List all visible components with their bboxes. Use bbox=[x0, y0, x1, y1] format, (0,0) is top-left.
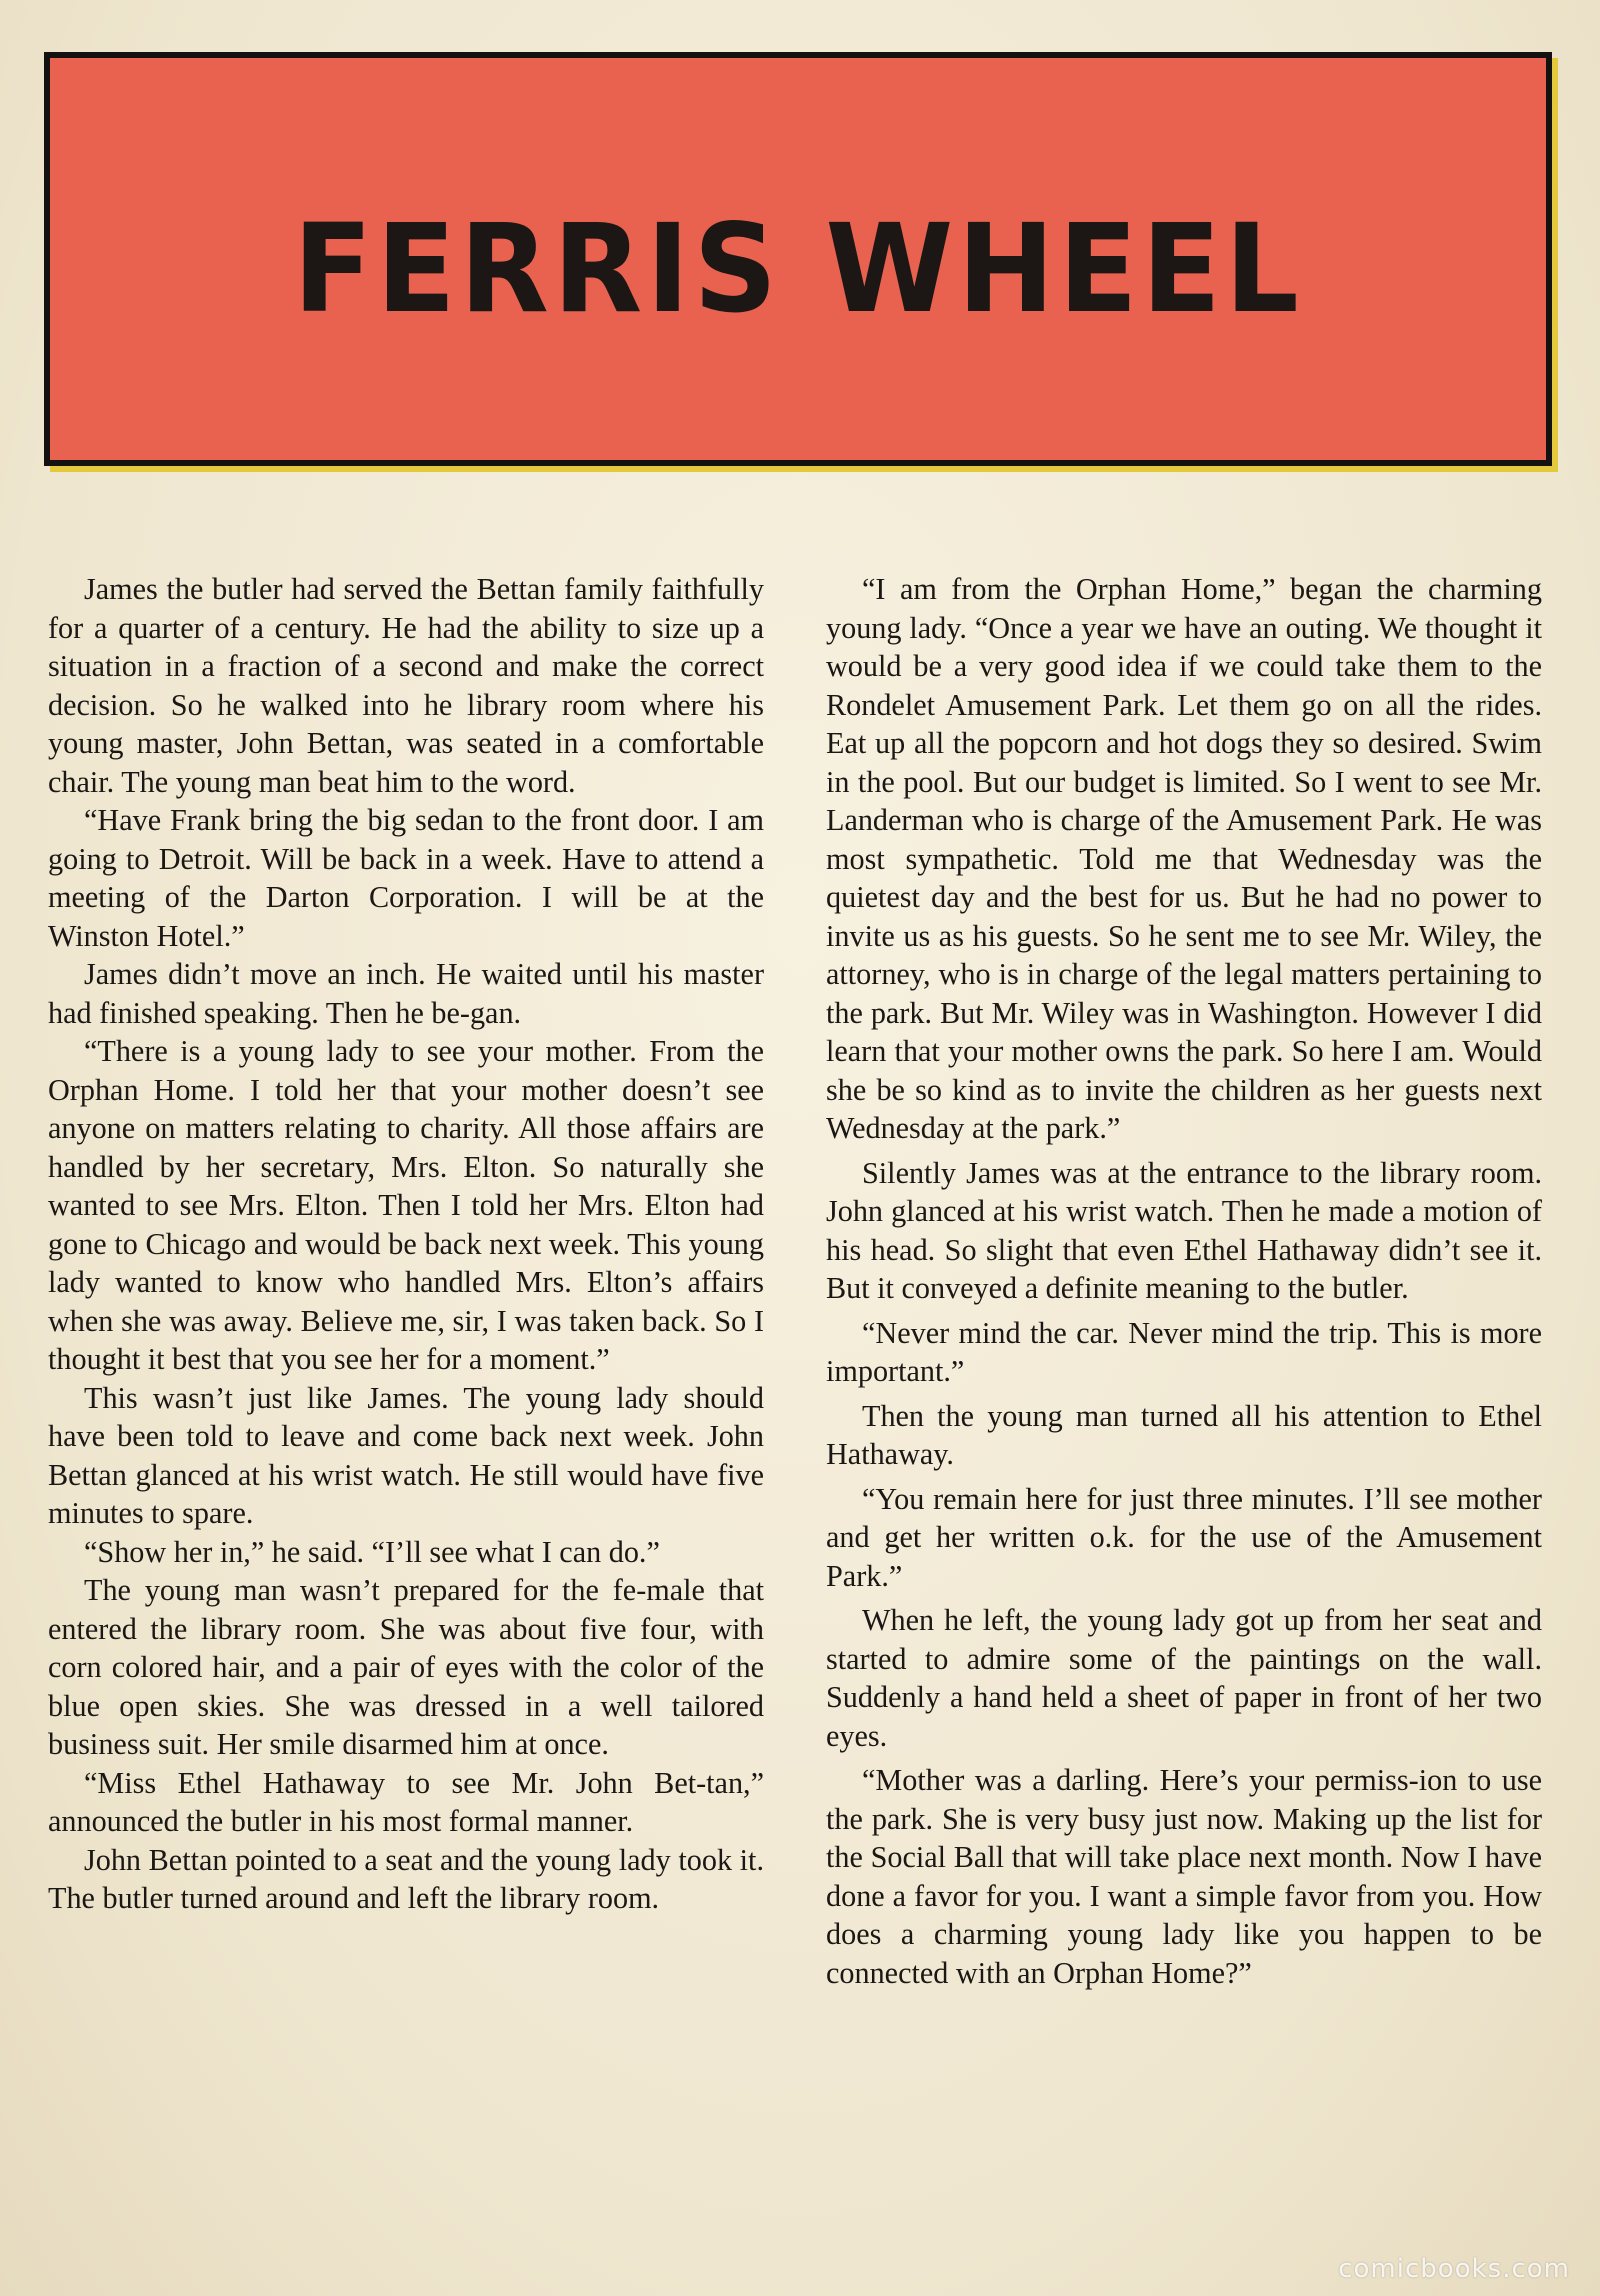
paragraph: “Show her in,” he said. “I’ll see what I can do.” bbox=[84, 1534, 660, 1569]
paragraph: John Bettan pointed to a seat and the young lady took it. The butler turned around and left the library room. bbox=[48, 1842, 764, 1915]
paragraph: “There is a young lady to see your mother. From the Orphan Home. I told her that your mother doesn’t see anyone on matters relating to charity. All those affairs are handled by her secretary, Mrs. Elton. So naturally she wanted to see Mrs. Elton. Then I told her Mrs. Elton had gone to Chicago and would be back next week. This young lady wanted to know who handled Mrs. Elton’s affairs when she was away. Believe me, sir, I was taken back. So I thought it best that you see her for a moment.” bbox=[48, 1034, 764, 1376]
right-column bbox=[826, 570, 1542, 2270]
paragraph: The young man wasn’t prepared for the fe-male that entered the library room. She was about five four, with corn colored hair, and a pair of eyes with the color of the blue open skies. She was dressed in a well tailored business suit. Her smile disarmed him at once. bbox=[48, 1573, 764, 1761]
paragraph: James didn’t move an inch. He waited until his master had finished speaking. Then he be-gan. bbox=[48, 957, 764, 1030]
paragraph: Then the young man turned all his attention to Ethel Hathaway. bbox=[826, 1398, 1542, 1471]
story-title: FERRIS WHEEL bbox=[293, 198, 1303, 340]
paragraph: “Mother was a darling. Here’s your permiss-ion to use the park. She is very busy just now. Making up the list for the Social Ball that will take place next month. Now I have done a favor for you. I want a simple favor from you. How does a charming young lady like you happen to be connected with an Orphan Home?” bbox=[826, 1763, 1542, 1990]
title-banner bbox=[44, 52, 1552, 466]
site-watermark: comicbooks.com bbox=[1338, 2254, 1570, 2284]
paragraph: “Have Frank bring the big sedan to the front door. I am going to Detroit. Will be back in a week. Have to attend a meeting of the Darton Corporation. I will be at the Winston Hotel.” bbox=[48, 803, 764, 953]
paragraph: James the butler had served the Bettan family faithfully for a quarter of a century. He had the ability to size up a situation in a fraction of a second and make the correct decision. So he walked into he library room where his young master, John Bettan, was seated in a comfortable chair. The young man beat him to the word. bbox=[48, 572, 764, 799]
paragraph: This wasn’t just like James. The young lady should have been told to leave and come back next week. John Bettan glanced at his wrist watch. He still would have five minutes to spare. bbox=[48, 1380, 764, 1530]
paragraph: “I am from the Orphan Home,” began the charming young lady. “Once a year we have an outing. We thought it would be a very good idea if we could take them to the Rondelet Amusement Park. Let them go on all the rides. Eat up all the popcorn and hot dogs they so desired. Swim in the pool. But our budget is limited. So I went to see Mr. Landerman who is charge of the Amusement Park. He was most sympathetic. Told me that Wednesday was the quietest day and the best for us. But he had no power to invite us as his guests. So he sent me to see Mr. Wiley, the attorney, who is in charge of the legal matters pertaining to the park. But Mr. Wiley was in Washington. However I did learn that your mother owns the park. So here I am. Would she be so kind as to invite the children as her guests next Wednesday at the park.” bbox=[826, 572, 1542, 1145]
paragraph: “Miss Ethel Hathaway to see Mr. John Bet-tan,” announced the butler in his most formal manner. bbox=[48, 1765, 764, 1838]
paragraph: “You remain here for just three minutes. I’ll see mother and get her written o.k. for the use of the Amusement Park.” bbox=[826, 1481, 1542, 1593]
paragraph: When he left, the young lady got up from her seat and started to admire some of the paintings on the wall. Suddenly a hand held a sheet of paper in front of her two eyes. bbox=[826, 1603, 1542, 1753]
paragraph: Silently James was at the entrance to the library room. John glanced at his wrist watch. Then he made a motion of his head. So slight that even Ethel Hathaway didn’t see it. But it conveyed a definite meaning to the butler. bbox=[826, 1155, 1542, 1305]
left-column bbox=[48, 570, 764, 2270]
story-body bbox=[48, 570, 1542, 2270]
paragraph: “Never mind the car. Never mind the trip. This is more important.” bbox=[826, 1315, 1542, 1388]
